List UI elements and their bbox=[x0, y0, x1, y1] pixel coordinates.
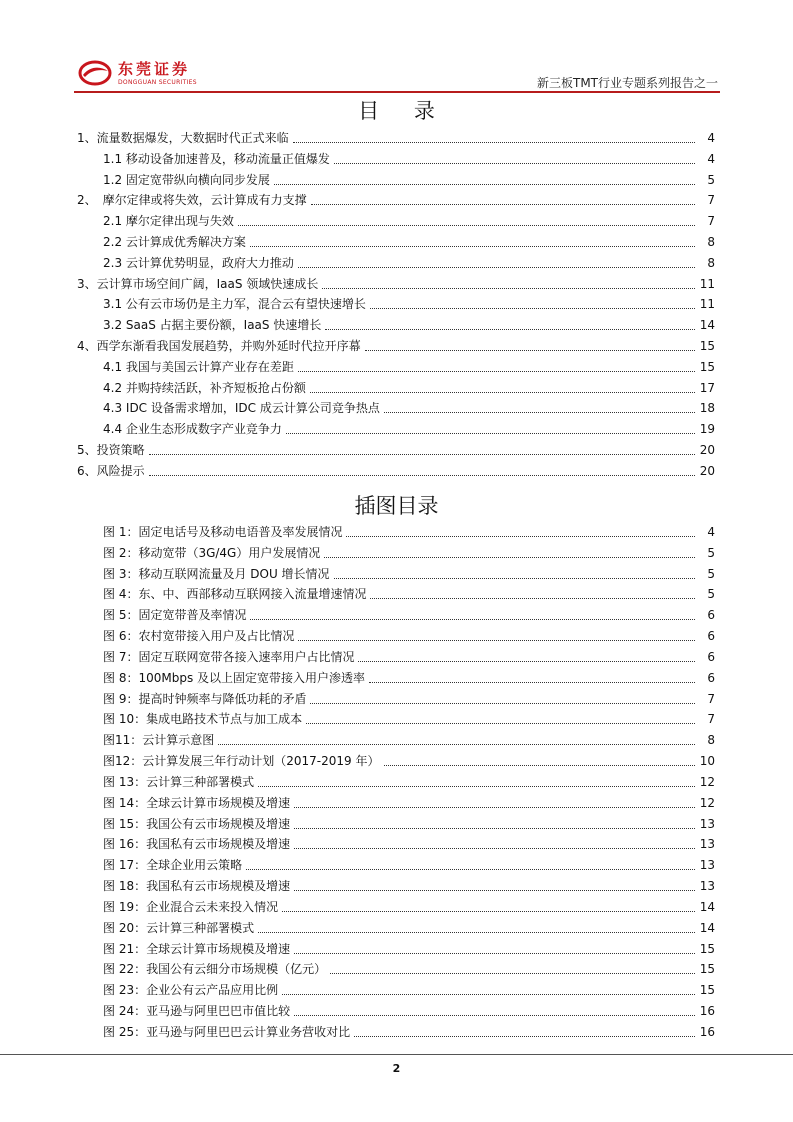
logo-emblem-icon bbox=[78, 58, 112, 88]
entry-title: 图 6：农村宽带接入用户及占比情况 bbox=[103, 629, 295, 644]
entry-title: 图 8：100Mbps 及以上固定宽带接入用户渗透率 bbox=[103, 670, 366, 685]
entry-title: 3、云计算市场空间广阔，IaaS 领域快速成长 bbox=[77, 276, 319, 291]
entry-title: 图 17：全球企业用云策略 bbox=[103, 858, 243, 873]
entry-title: 图 5：固定宽带普及率情况 bbox=[103, 608, 247, 623]
entry-page-number: 8 bbox=[707, 255, 715, 270]
dot-leader bbox=[384, 746, 695, 766]
entry-page-number: 7 bbox=[707, 712, 715, 727]
entry-page-number: 13 bbox=[699, 837, 715, 852]
entry-title: 图 22：我国公有云细分市场规模（亿元） bbox=[103, 962, 327, 977]
dot-leader bbox=[246, 850, 695, 870]
entry-page-number: 16 bbox=[699, 1004, 715, 1019]
entry-title: 图 3：移动互联网流量及月 DOU 增长情况 bbox=[103, 566, 330, 581]
entry-page-number: 15 bbox=[699, 339, 715, 353]
entry-page-number: 6 bbox=[707, 670, 715, 685]
dot-leader bbox=[149, 456, 695, 476]
dot-leader bbox=[294, 788, 695, 808]
entry-page-number: 13 bbox=[699, 879, 715, 894]
dot-leader bbox=[294, 829, 695, 849]
entry-title: 图 10：集成电路技术节点与加工成本 bbox=[103, 712, 303, 727]
entry-page-number: 7 bbox=[707, 214, 715, 229]
dot-leader bbox=[298, 352, 695, 372]
entry-page-number: 15 bbox=[699, 983, 715, 998]
entry-page-number: 15 bbox=[699, 359, 715, 374]
page-header bbox=[74, 52, 720, 92]
entry-title: 图 20：云计算三种部署模式 bbox=[103, 920, 255, 935]
dot-leader bbox=[310, 373, 695, 393]
entry-page-number: 17 bbox=[699, 380, 715, 395]
dot-leader bbox=[330, 954, 695, 974]
dot-leader bbox=[286, 414, 695, 434]
entry-title: 图 14：全球云计算市场规模及增速 bbox=[103, 795, 291, 810]
entry-page-number: 12 bbox=[699, 795, 715, 810]
report-series-title: 新三板TMT行业专题系列报告之一 bbox=[536, 76, 718, 90]
entry-title: 1.1 移动设备加速普及，移动流量正值爆发 bbox=[103, 151, 330, 166]
entry-page-number: 14 bbox=[699, 318, 715, 333]
entry-page-number: 6 bbox=[707, 608, 715, 623]
entry-page-number: 5 bbox=[707, 566, 715, 581]
entry-page-number: 5 bbox=[707, 587, 715, 602]
entry-page-number: 14 bbox=[699, 920, 715, 935]
entry-title: 6、风险提示 bbox=[77, 463, 145, 478]
header-divider bbox=[74, 91, 720, 93]
entry-page-number: 4 bbox=[707, 131, 715, 145]
dot-leader bbox=[282, 975, 695, 995]
footer-divider bbox=[0, 1054, 793, 1055]
entry-title: 图 23：企业公有云产品应用比例 bbox=[103, 983, 279, 998]
dot-leader bbox=[322, 269, 695, 289]
dot-leader bbox=[354, 1017, 695, 1037]
entry-title: 图12：云计算发展三年行动计划（2017-2019 年） bbox=[103, 754, 380, 769]
dot-leader bbox=[293, 123, 695, 143]
entry-title: 4.2 并购持续活跃，补齐短板抢占份额 bbox=[103, 380, 306, 395]
dot-leader bbox=[149, 435, 695, 455]
dot-leader bbox=[369, 663, 695, 683]
entry-title: 4、西学东渐看我国发展趋势，并购外延时代拉开序幕 bbox=[77, 339, 361, 353]
entry-page-number: 15 bbox=[699, 962, 715, 977]
dot-leader bbox=[250, 600, 695, 620]
dot-leader bbox=[298, 248, 695, 268]
entry-page-number: 10 bbox=[699, 754, 715, 769]
entry-title: 图 15：我国公有云市场规模及增速 bbox=[103, 816, 291, 831]
entry-page-number: 14 bbox=[699, 899, 715, 914]
dot-leader bbox=[274, 165, 695, 185]
entry-title: 图 13：云计算三种部署模式 bbox=[103, 774, 255, 789]
entry-title: 图 4：东、中、西部移动互联网接入流量增速情况 bbox=[103, 587, 367, 602]
page-number: 2 bbox=[392, 1062, 401, 1075]
entry-title: 1、流量数据爆发，大数据时代正式来临 bbox=[77, 131, 289, 145]
dot-leader bbox=[370, 579, 695, 599]
company-logo bbox=[78, 56, 228, 92]
entry-page-number: 4 bbox=[707, 525, 715, 539]
entry-title: 3.1 公有云市场仍是主力军，混合云有望快速增长 bbox=[103, 297, 366, 312]
entry-page-number: 13 bbox=[699, 858, 715, 873]
dot-leader bbox=[334, 144, 695, 164]
entry-page-number: 6 bbox=[707, 649, 715, 664]
entry-page-number: 7 bbox=[707, 193, 715, 208]
entry-page-number: 11 bbox=[699, 276, 715, 291]
entry-title: 图 18：我国私有云市场规模及增速 bbox=[103, 879, 291, 894]
dot-leader bbox=[310, 684, 695, 704]
entry-title: 1.2 固定宽带纵向横向同步发展 bbox=[103, 172, 270, 187]
dot-leader bbox=[346, 517, 695, 537]
dot-leader bbox=[306, 704, 695, 724]
entry-title: 图 24：亚马逊与阿里巴巴市值比较 bbox=[103, 1004, 291, 1019]
dot-leader bbox=[258, 767, 695, 787]
dot-leader bbox=[238, 206, 695, 226]
entry-title: 5、投资策略 bbox=[77, 443, 145, 457]
entry-page-number: 20 bbox=[699, 443, 715, 457]
entry-page-number: 12 bbox=[699, 774, 715, 789]
entry-title: 4.4 企业生态形成数字产业竞争力 bbox=[103, 422, 282, 437]
entry-title: 2、 摩尔定律或将失效，云计算成有力支撑 bbox=[77, 193, 307, 208]
dot-leader bbox=[294, 996, 695, 1016]
dot-leader bbox=[258, 913, 695, 933]
dot-leader bbox=[294, 934, 695, 954]
entry-title: 图 25：亚马逊与阿里巴巴云计算业务营收对比 bbox=[103, 1024, 351, 1039]
entry-title: 图 16：我国私有云市场规模及增速 bbox=[103, 837, 291, 852]
dot-leader bbox=[324, 538, 695, 558]
dot-leader bbox=[365, 331, 695, 351]
entry-page-number: 18 bbox=[699, 401, 715, 416]
dot-leader bbox=[298, 621, 695, 641]
entry-title: 4.1 我国与美国云计算产业存在差距 bbox=[103, 359, 294, 374]
entry-page-number: 16 bbox=[699, 1024, 715, 1039]
dot-leader bbox=[325, 310, 695, 330]
entry-page-number: 8 bbox=[707, 733, 715, 748]
entry-page-number: 7 bbox=[707, 691, 715, 706]
entry-page-number: 13 bbox=[699, 816, 715, 831]
dot-leader bbox=[384, 393, 695, 413]
dot-leader bbox=[250, 227, 695, 247]
dot-leader bbox=[370, 289, 695, 309]
dot-leader bbox=[334, 559, 695, 579]
dot-leader bbox=[294, 809, 695, 829]
entry-page-number: 8 bbox=[707, 235, 715, 249]
entry-page-number: 5 bbox=[707, 545, 715, 560]
dot-leader bbox=[282, 892, 695, 912]
logo-english-name: DONGGUAN SECURITIES bbox=[118, 79, 197, 86]
entry-page-number: 5 bbox=[707, 172, 715, 187]
entry-title: 图 1：固定电话号及移动电语普及率发展情况 bbox=[103, 525, 343, 539]
entry-title: 2.3 云计算优势明显，政府大力推动 bbox=[103, 255, 294, 270]
entry-page-number: 15 bbox=[699, 941, 715, 956]
toc-entry[interactable] bbox=[0, 1022, 793, 1042]
entry-page-number: 11 bbox=[699, 297, 715, 312]
entry-title: 图 19：企业混合云未来投入情况 bbox=[103, 899, 279, 914]
entry-title: 图 9：提高时钟频率与降低功耗的矛盾 bbox=[103, 691, 307, 706]
dot-leader bbox=[218, 725, 695, 745]
entry-page-number: 20 bbox=[699, 463, 715, 478]
entry-title: 2.2 云计算成优秀解决方案 bbox=[103, 235, 246, 249]
entry-title: 2.1 摩尔定律出现与失效 bbox=[103, 214, 234, 229]
dot-leader bbox=[294, 871, 695, 891]
entry-title: 图11：云计算示意图 bbox=[103, 733, 215, 748]
toc-entry[interactable] bbox=[0, 461, 793, 481]
logo-chinese-name: 东莞证券 bbox=[118, 60, 191, 78]
entry-title: 图 2：移动宽带（3G/4G）用户发展情况 bbox=[103, 545, 321, 560]
entry-title: 图 7：固定互联网宽带各接入速率用户占比情况 bbox=[103, 649, 355, 664]
figure-index-title: 插图目录 bbox=[354, 494, 439, 518]
dot-leader bbox=[358, 642, 695, 662]
entry-title: 图 21：全球云计算市场规模及增速 bbox=[103, 941, 291, 956]
entry-page-number: 4 bbox=[707, 151, 715, 166]
entry-page-number: 19 bbox=[699, 422, 715, 437]
entry-title: 3.2 SaaS 占据主要份额，IaaS 快速增长 bbox=[103, 318, 322, 333]
toc-title: 目 录 bbox=[358, 99, 449, 123]
entry-page-number: 6 bbox=[707, 629, 715, 644]
dot-leader bbox=[311, 185, 695, 205]
entry-title: 4.3 IDC 设备需求增加，IDC 成云计算公司竞争热点 bbox=[103, 401, 380, 416]
